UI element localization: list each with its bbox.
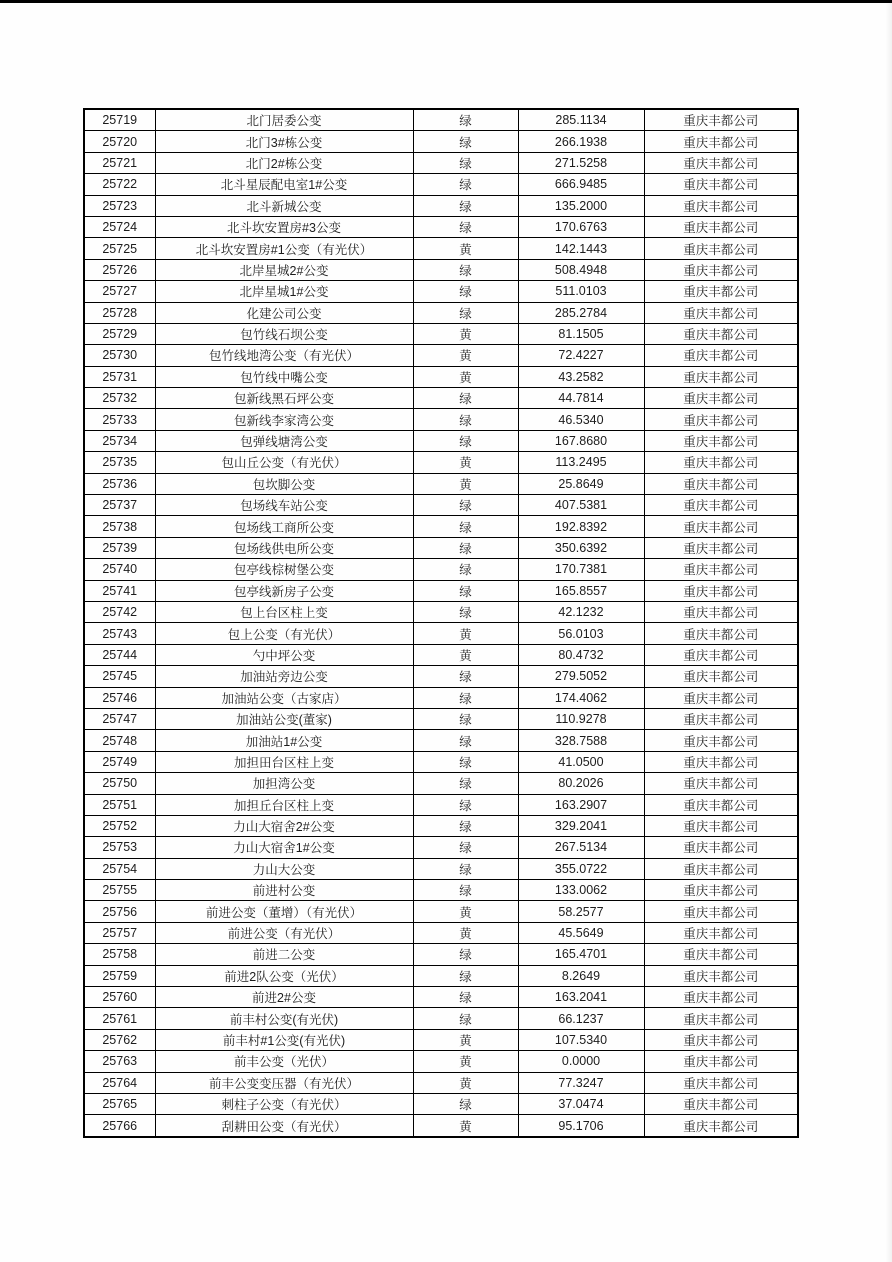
cell-status: 绿 [413, 1008, 518, 1029]
cell-name: 包竹线地湾公变（有光伏） [155, 345, 413, 366]
cell-value: 142.1443 [518, 238, 644, 259]
cell-status: 黄 [413, 473, 518, 494]
cell-status: 绿 [413, 773, 518, 794]
cell-value: 170.7381 [518, 559, 644, 580]
cell-company: 重庆丰都公司 [644, 1008, 798, 1029]
cell-name: 前丰村#1公变(有光伏) [155, 1029, 413, 1050]
cell-value: 44.7814 [518, 388, 644, 409]
cell-status: 绿 [413, 730, 518, 751]
cell-status: 绿 [413, 216, 518, 237]
cell-id: 25766 [84, 1115, 155, 1137]
table-row [84, 345, 798, 366]
cell-company: 重庆丰都公司 [644, 281, 798, 302]
table-row [84, 580, 798, 601]
cell-value: 80.2026 [518, 773, 644, 794]
cell-status: 黄 [413, 1115, 518, 1137]
cell-id: 25755 [84, 880, 155, 901]
cell-status: 绿 [413, 259, 518, 280]
cell-id: 25739 [84, 537, 155, 558]
cell-value: 192.8392 [518, 516, 644, 537]
table-row [84, 473, 798, 494]
cell-status: 绿 [413, 559, 518, 580]
cell-status: 绿 [413, 580, 518, 601]
table-row [84, 1093, 798, 1114]
cell-value: 95.1706 [518, 1115, 644, 1137]
table-row [84, 837, 798, 858]
cell-company: 重庆丰都公司 [644, 174, 798, 195]
table-row [84, 1115, 798, 1137]
table-row [84, 366, 798, 387]
cell-id: 25746 [84, 687, 155, 708]
cell-name: 包坎脚公变 [155, 473, 413, 494]
cell-value: 81.1505 [518, 323, 644, 344]
cell-name: 北斗坎安置房#1公变（有光伏） [155, 238, 413, 259]
cell-id: 25742 [84, 601, 155, 622]
cell-value: 267.5134 [518, 837, 644, 858]
cell-id: 25731 [84, 366, 155, 387]
cell-name: 前丰公变变压器（有光伏） [155, 1072, 413, 1093]
cell-name: 前进村公变 [155, 880, 413, 901]
cell-company: 重庆丰都公司 [644, 516, 798, 537]
cell-value: 285.2784 [518, 302, 644, 323]
table-row [84, 388, 798, 409]
cell-value: 56.0103 [518, 623, 644, 644]
cell-id: 25757 [84, 922, 155, 943]
table-row [84, 730, 798, 751]
table-row [84, 152, 798, 173]
cell-id: 25751 [84, 794, 155, 815]
cell-company: 重庆丰都公司 [644, 109, 798, 131]
cell-value: 113.2495 [518, 452, 644, 473]
cell-value: 135.2000 [518, 195, 644, 216]
cell-status: 绿 [413, 687, 518, 708]
cell-company: 重庆丰都公司 [644, 751, 798, 772]
cell-company: 重庆丰都公司 [644, 302, 798, 323]
cell-id: 25741 [84, 580, 155, 601]
cell-name: 前进二公变 [155, 944, 413, 965]
cell-name: 北斗坎安置房#3公变 [155, 216, 413, 237]
table-row [84, 880, 798, 901]
table-row [84, 987, 798, 1008]
table-row [84, 794, 798, 815]
cell-status: 绿 [413, 152, 518, 173]
cell-id: 25743 [84, 623, 155, 644]
cell-value: 170.6763 [518, 216, 644, 237]
cell-value: 0.0000 [518, 1051, 644, 1072]
cell-id: 25748 [84, 730, 155, 751]
cell-id: 25756 [84, 901, 155, 922]
cell-value: 43.2582 [518, 366, 644, 387]
cell-id: 25726 [84, 259, 155, 280]
cell-id: 25728 [84, 302, 155, 323]
table-row [84, 1029, 798, 1050]
cell-id: 25761 [84, 1008, 155, 1029]
table-row [84, 1008, 798, 1029]
cell-id: 25752 [84, 815, 155, 836]
table-row [84, 666, 798, 687]
cell-status: 黄 [413, 1051, 518, 1072]
cell-name: 刮耕田公变（有光伏） [155, 1115, 413, 1137]
cell-name: 包山丘公变（有光伏） [155, 452, 413, 473]
table-row [84, 409, 798, 430]
cell-value: 58.2577 [518, 901, 644, 922]
cell-status: 绿 [413, 1093, 518, 1114]
cell-name: 包新线李家湾公变 [155, 409, 413, 430]
cell-value: 163.2907 [518, 794, 644, 815]
cell-company: 重庆丰都公司 [644, 794, 798, 815]
cell-id: 25720 [84, 131, 155, 152]
cell-id: 25762 [84, 1029, 155, 1050]
cell-company: 重庆丰都公司 [644, 366, 798, 387]
cell-value: 163.2041 [518, 987, 644, 1008]
cell-id: 25759 [84, 965, 155, 986]
table-row [84, 238, 798, 259]
cell-company: 重庆丰都公司 [644, 837, 798, 858]
table-row [84, 644, 798, 665]
cell-value: 285.1134 [518, 109, 644, 131]
cell-value: 355.0722 [518, 858, 644, 879]
cell-name: 包场线工商所公变 [155, 516, 413, 537]
cell-id: 25736 [84, 473, 155, 494]
table-row [84, 516, 798, 537]
cell-value: 133.0062 [518, 880, 644, 901]
cell-name: 加担湾公变 [155, 773, 413, 794]
cell-company: 重庆丰都公司 [644, 323, 798, 344]
transformer-table-body [84, 109, 798, 1137]
transformer-table [83, 108, 799, 1138]
cell-name: 勺中坪公变 [155, 644, 413, 665]
table-row [84, 965, 798, 986]
cell-name: 北岸星城1#公变 [155, 281, 413, 302]
cell-company: 重庆丰都公司 [644, 944, 798, 965]
cell-name: 北斗星辰配电室1#公变 [155, 174, 413, 195]
cell-company: 重庆丰都公司 [644, 259, 798, 280]
cell-status: 绿 [413, 109, 518, 131]
cell-id: 25721 [84, 152, 155, 173]
cell-name: 前丰公变（光伏） [155, 1051, 413, 1072]
cell-company: 重庆丰都公司 [644, 922, 798, 943]
table-row [84, 601, 798, 622]
cell-status: 黄 [413, 922, 518, 943]
cell-status: 绿 [413, 987, 518, 1008]
cell-name: 北岸星城2#公变 [155, 259, 413, 280]
cell-name: 包场线车站公变 [155, 495, 413, 516]
table-row [84, 815, 798, 836]
table-row [84, 452, 798, 473]
cell-company: 重庆丰都公司 [644, 537, 798, 558]
cell-name: 北门2#栋公变 [155, 152, 413, 173]
cell-company: 重庆丰都公司 [644, 495, 798, 516]
cell-status: 绿 [413, 837, 518, 858]
cell-name: 北斗新城公变 [155, 195, 413, 216]
cell-status: 黄 [413, 901, 518, 922]
cell-value: 165.4701 [518, 944, 644, 965]
table-row [84, 687, 798, 708]
cell-status: 绿 [413, 195, 518, 216]
cell-status: 绿 [413, 388, 518, 409]
cell-status: 绿 [413, 537, 518, 558]
cell-name: 包弹线塘湾公变 [155, 430, 413, 451]
cell-id: 25734 [84, 430, 155, 451]
cell-name: 加油站公变（古家店） [155, 687, 413, 708]
cell-value: 72.4227 [518, 345, 644, 366]
cell-status: 绿 [413, 794, 518, 815]
cell-status: 黄 [413, 623, 518, 644]
cell-value: 508.4948 [518, 259, 644, 280]
cell-id: 25753 [84, 837, 155, 858]
table-row [84, 559, 798, 580]
cell-value: 666.9485 [518, 174, 644, 195]
cell-company: 重庆丰都公司 [644, 1029, 798, 1050]
table-row [84, 281, 798, 302]
table-row [84, 901, 798, 922]
cell-company: 重庆丰都公司 [644, 773, 798, 794]
cell-status: 绿 [413, 131, 518, 152]
table-row [84, 773, 798, 794]
cell-name: 北门居委公变 [155, 109, 413, 131]
cell-value: 41.0500 [518, 751, 644, 772]
cell-value: 167.8680 [518, 430, 644, 451]
cell-id: 25732 [84, 388, 155, 409]
cell-status: 绿 [413, 708, 518, 729]
cell-value: 174.4062 [518, 687, 644, 708]
table-row [84, 708, 798, 729]
cell-name: 包上公变（有光伏） [155, 623, 413, 644]
cell-value: 279.5052 [518, 666, 644, 687]
cell-value: 42.1232 [518, 601, 644, 622]
table-row [84, 302, 798, 323]
cell-company: 重庆丰都公司 [644, 473, 798, 494]
cell-value: 511.0103 [518, 281, 644, 302]
cell-id: 25749 [84, 751, 155, 772]
table-row [84, 751, 798, 772]
cell-status: 黄 [413, 452, 518, 473]
cell-id: 25764 [84, 1072, 155, 1093]
cell-value: 80.4732 [518, 644, 644, 665]
cell-company: 重庆丰都公司 [644, 901, 798, 922]
cell-name: 加油站旁边公变 [155, 666, 413, 687]
cell-value: 25.8649 [518, 473, 644, 494]
cell-company: 重庆丰都公司 [644, 623, 798, 644]
cell-id: 25738 [84, 516, 155, 537]
table-row [84, 922, 798, 943]
cell-id: 25737 [84, 495, 155, 516]
cell-name: 包竹线石坝公变 [155, 323, 413, 344]
cell-value: 328.7588 [518, 730, 644, 751]
cell-value: 271.5258 [518, 152, 644, 173]
cell-company: 重庆丰都公司 [644, 987, 798, 1008]
cell-status: 绿 [413, 601, 518, 622]
cell-company: 重庆丰都公司 [644, 580, 798, 601]
cell-company: 重庆丰都公司 [644, 1072, 798, 1093]
cell-company: 重庆丰都公司 [644, 601, 798, 622]
cell-id: 25735 [84, 452, 155, 473]
cell-name: 前丰村公变(有光伏) [155, 1008, 413, 1029]
cell-company: 重庆丰都公司 [644, 858, 798, 879]
cell-company: 重庆丰都公司 [644, 666, 798, 687]
cell-company: 重庆丰都公司 [644, 152, 798, 173]
cell-id: 25727 [84, 281, 155, 302]
cell-value: 77.3247 [518, 1072, 644, 1093]
cell-name: 前进2队公变（光伏） [155, 965, 413, 986]
cell-name: 前进公变（有光伏） [155, 922, 413, 943]
cell-company: 重庆丰都公司 [644, 687, 798, 708]
cell-value: 329.2041 [518, 815, 644, 836]
cell-company: 重庆丰都公司 [644, 345, 798, 366]
table-row [84, 1051, 798, 1072]
cell-name: 加担丘台区柱上变 [155, 794, 413, 815]
cell-value: 266.1938 [518, 131, 644, 152]
cell-company: 重庆丰都公司 [644, 1115, 798, 1137]
cell-id: 25763 [84, 1051, 155, 1072]
cell-name: 前进公变（董增）（有光伏） [155, 901, 413, 922]
cell-status: 绿 [413, 302, 518, 323]
cell-value: 350.6392 [518, 537, 644, 558]
cell-status: 绿 [413, 965, 518, 986]
table-row [84, 259, 798, 280]
cell-status: 绿 [413, 858, 518, 879]
table-row [84, 623, 798, 644]
cell-company: 重庆丰都公司 [644, 965, 798, 986]
cell-value: 37.0474 [518, 1093, 644, 1114]
cell-value: 8.2649 [518, 965, 644, 986]
cell-name: 包竹线中嘴公变 [155, 366, 413, 387]
top-edge-bar [0, 0, 892, 3]
cell-status: 黄 [413, 366, 518, 387]
cell-status: 绿 [413, 944, 518, 965]
cell-name: 力山大公变 [155, 858, 413, 879]
table-row [84, 216, 798, 237]
cell-id: 25747 [84, 708, 155, 729]
cell-company: 重庆丰都公司 [644, 708, 798, 729]
cell-name: 力山大宿舍1#公变 [155, 837, 413, 858]
table-row [84, 109, 798, 131]
cell-name: 化建公司公变 [155, 302, 413, 323]
cell-company: 重庆丰都公司 [644, 559, 798, 580]
cell-status: 黄 [413, 238, 518, 259]
cell-status: 绿 [413, 495, 518, 516]
table-row [84, 858, 798, 879]
cell-company: 重庆丰都公司 [644, 1051, 798, 1072]
cell-name: 加油站1#公变 [155, 730, 413, 751]
cell-company: 重庆丰都公司 [644, 131, 798, 152]
cell-id: 25760 [84, 987, 155, 1008]
cell-id: 25754 [84, 858, 155, 879]
cell-company: 重庆丰都公司 [644, 216, 798, 237]
right-edge-shade [885, 0, 892, 1262]
table-row [84, 195, 798, 216]
cell-status: 黄 [413, 323, 518, 344]
cell-company: 重庆丰都公司 [644, 730, 798, 751]
cell-id: 25724 [84, 216, 155, 237]
cell-company: 重庆丰都公司 [644, 409, 798, 430]
cell-status: 黄 [413, 644, 518, 665]
table-row [84, 430, 798, 451]
table-row [84, 944, 798, 965]
cell-name: 前进2#公变 [155, 987, 413, 1008]
table-row [84, 537, 798, 558]
cell-name: 包新线黑石坪公变 [155, 388, 413, 409]
cell-id: 25758 [84, 944, 155, 965]
cell-status: 绿 [413, 430, 518, 451]
cell-value: 45.5649 [518, 922, 644, 943]
cell-company: 重庆丰都公司 [644, 880, 798, 901]
cell-value: 165.8557 [518, 580, 644, 601]
cell-id: 25723 [84, 195, 155, 216]
cell-name: 刺柱子公变（有光伏） [155, 1093, 413, 1114]
cell-value: 66.1237 [518, 1008, 644, 1029]
cell-value: 407.5381 [518, 495, 644, 516]
cell-id: 25730 [84, 345, 155, 366]
cell-status: 黄 [413, 1072, 518, 1093]
cell-name: 包亭线棕树堡公变 [155, 559, 413, 580]
cell-company: 重庆丰都公司 [644, 238, 798, 259]
cell-id: 25744 [84, 644, 155, 665]
cell-status: 绿 [413, 409, 518, 430]
cell-value: 46.5340 [518, 409, 644, 430]
cell-id: 25740 [84, 559, 155, 580]
table-row [84, 323, 798, 344]
cell-name: 包亭线新房子公变 [155, 580, 413, 601]
cell-company: 重庆丰都公司 [644, 644, 798, 665]
table-row [84, 495, 798, 516]
cell-id: 25765 [84, 1093, 155, 1114]
cell-status: 绿 [413, 666, 518, 687]
cell-company: 重庆丰都公司 [644, 430, 798, 451]
cell-status: 绿 [413, 281, 518, 302]
table-row [84, 174, 798, 195]
cell-name: 加担田台区柱上变 [155, 751, 413, 772]
cell-status: 绿 [413, 174, 518, 195]
cell-company: 重庆丰都公司 [644, 388, 798, 409]
cell-id: 25733 [84, 409, 155, 430]
cell-id: 25745 [84, 666, 155, 687]
cell-id: 25722 [84, 174, 155, 195]
cell-value: 107.5340 [518, 1029, 644, 1050]
cell-name: 加油站公变(董家) [155, 708, 413, 729]
cell-status: 绿 [413, 815, 518, 836]
table-row [84, 1072, 798, 1093]
cell-status: 黄 [413, 345, 518, 366]
cell-status: 绿 [413, 880, 518, 901]
cell-status: 黄 [413, 1029, 518, 1050]
cell-status: 绿 [413, 516, 518, 537]
cell-company: 重庆丰都公司 [644, 1093, 798, 1114]
cell-id: 25725 [84, 238, 155, 259]
cell-value: 110.9278 [518, 708, 644, 729]
cell-id: 25719 [84, 109, 155, 131]
cell-company: 重庆丰都公司 [644, 195, 798, 216]
cell-name: 包场线供电所公变 [155, 537, 413, 558]
cell-company: 重庆丰都公司 [644, 815, 798, 836]
cell-name: 包上台区柱上变 [155, 601, 413, 622]
cell-status: 绿 [413, 751, 518, 772]
cell-name: 北门3#栋公变 [155, 131, 413, 152]
cell-id: 25750 [84, 773, 155, 794]
cell-id: 25729 [84, 323, 155, 344]
cell-name: 力山大宿舍2#公变 [155, 815, 413, 836]
table-row [84, 131, 798, 152]
cell-company: 重庆丰都公司 [644, 452, 798, 473]
